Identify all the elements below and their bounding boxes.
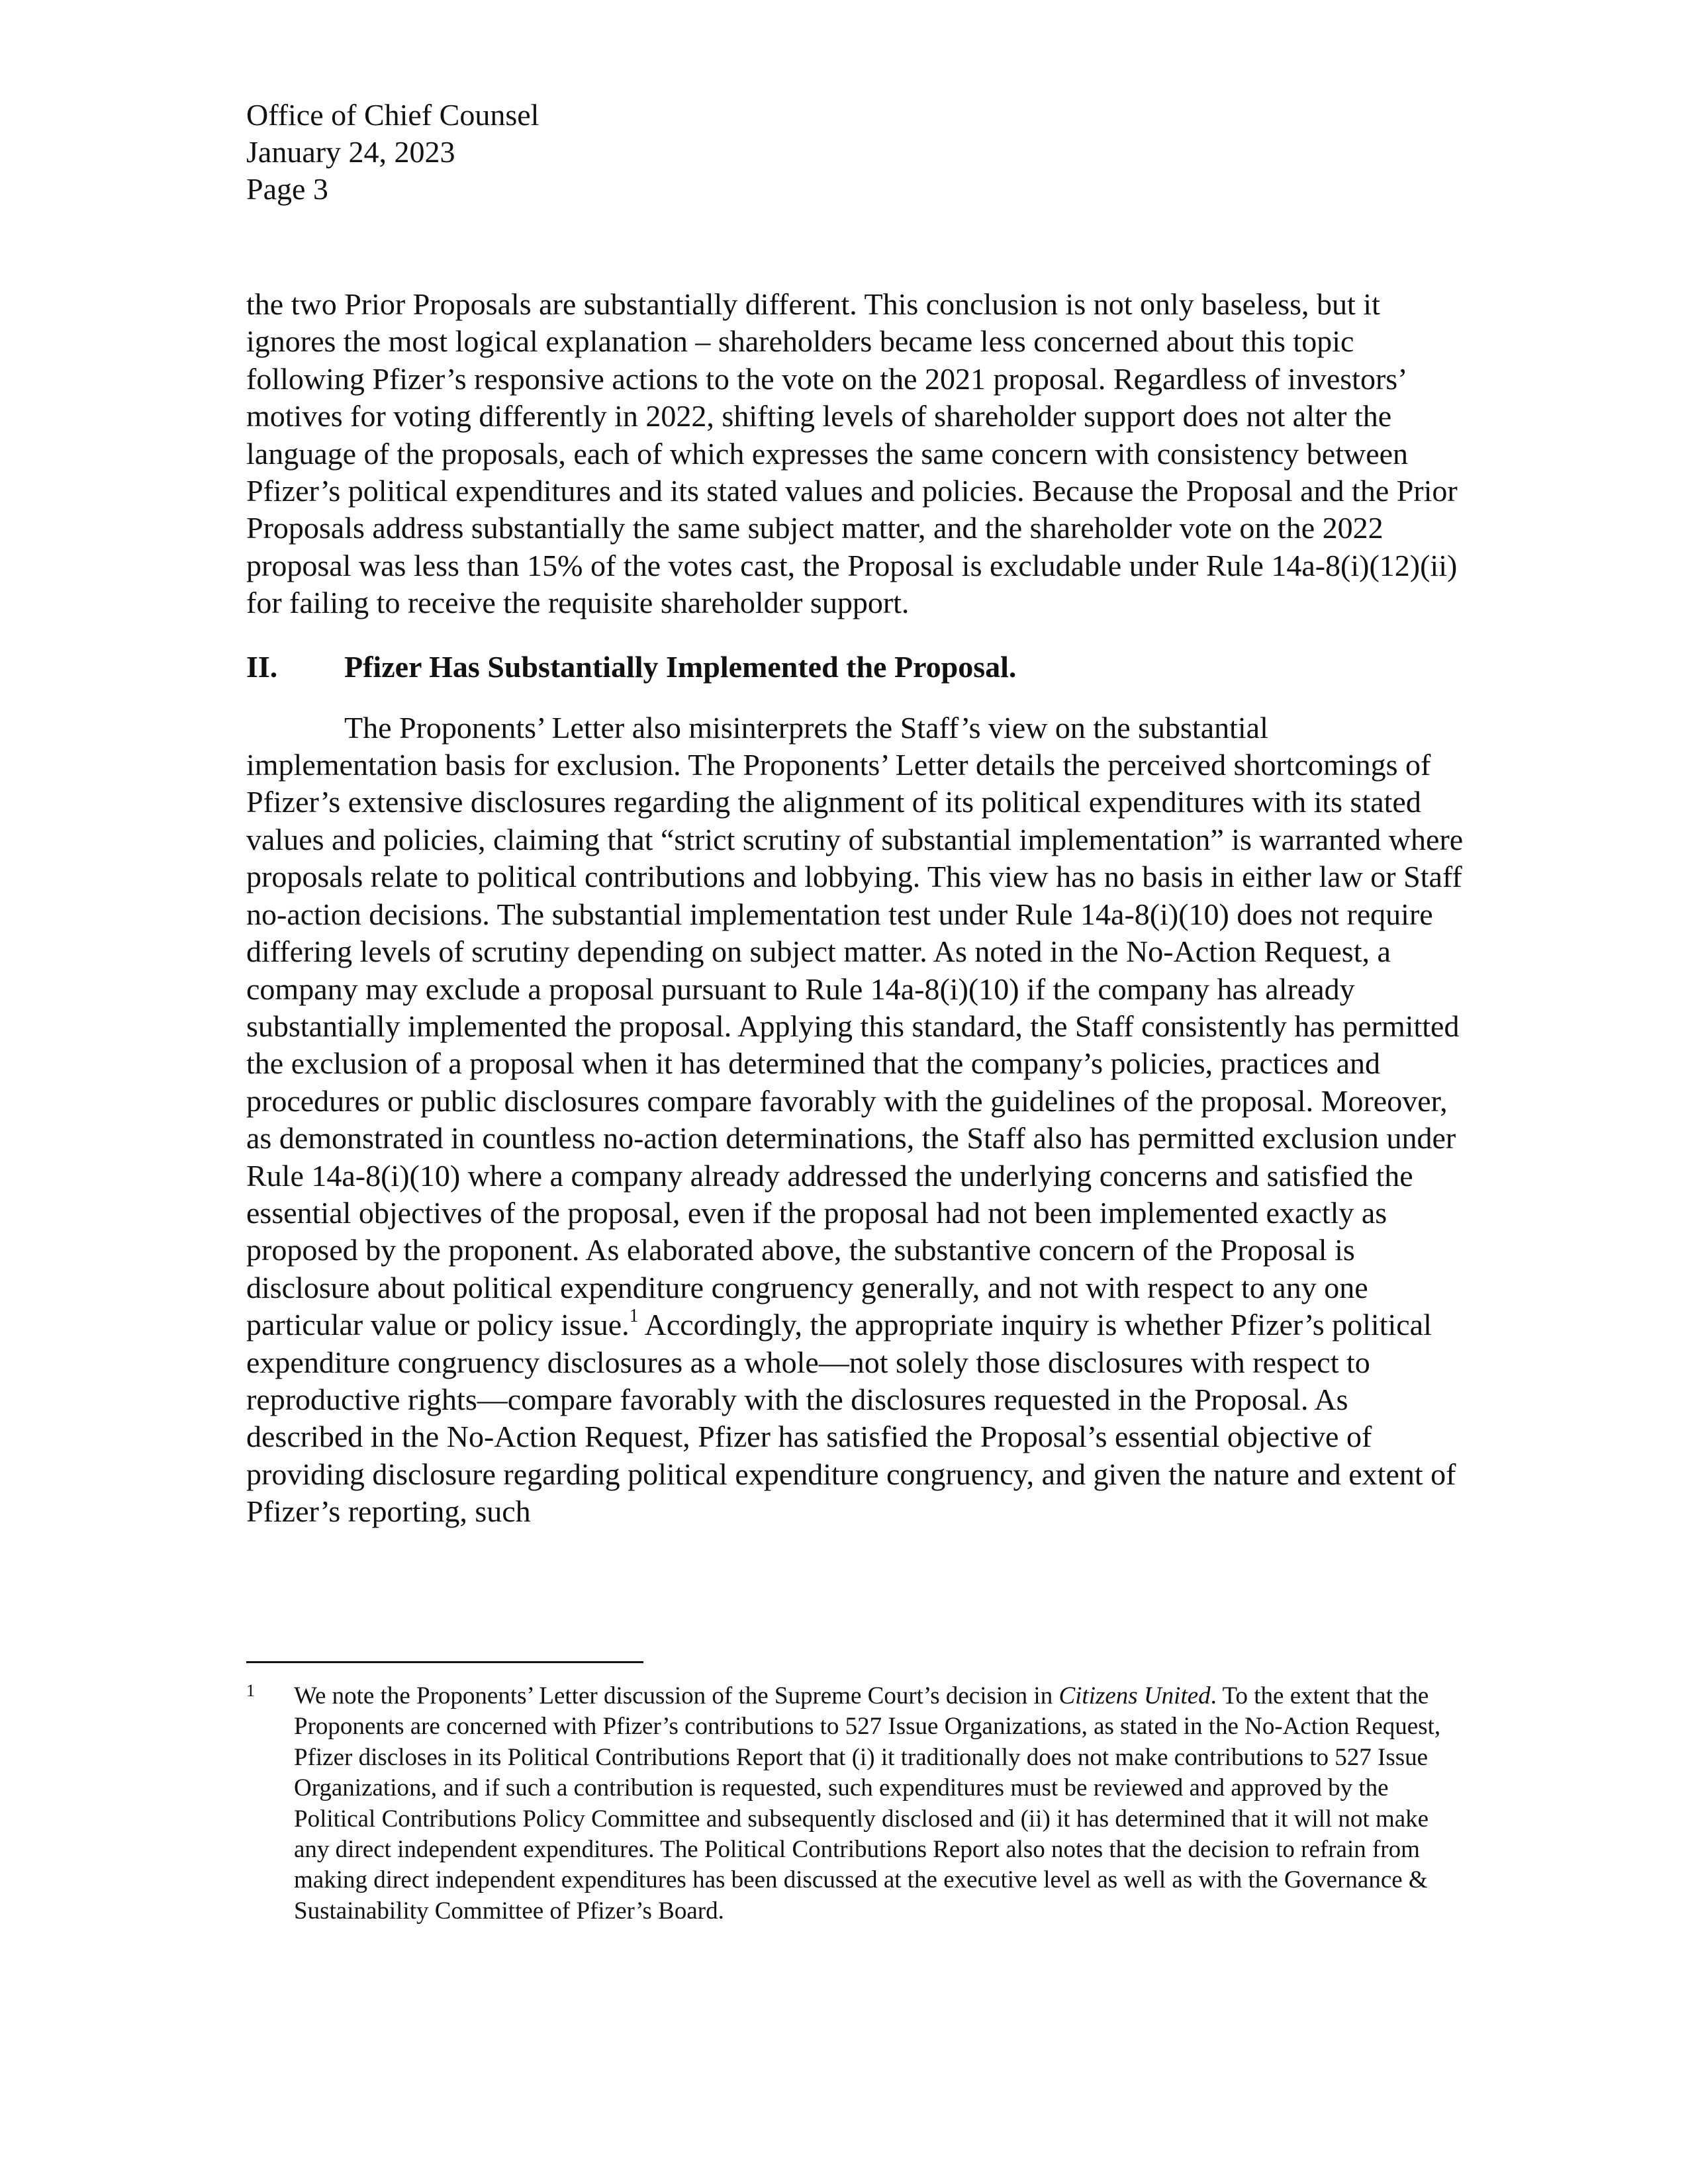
header-date: January 24, 2023	[246, 135, 455, 169]
footnote-separator	[246, 1661, 643, 1663]
body-paragraph-2	[246, 709, 1464, 1531]
footnote-reference: 1	[629, 1305, 639, 1326]
body-paragraph-1: the two Prior Proposals are substantially different. This conclusion is not only baseless, but it ignores the most logical explanation – shareholders became less concerned about this topic following Pfizer’s responsive actions to the vote on the 2021 proposal. Regardless of investors’ motives for voting differently in 2022, shifting levels of shareholder support does not alter the language of the proposals, each of which expresses the same concern with consistency between Pfizer’s political expenditures and its stated values and policies. Because the Proposal and the Prior Proposals address substantially the same subject matter, and the shareholder vote on the 2022 proposal was less than 15% of the votes cast, the Proposal is excludable under Rule 14a-8(i)(12)(ii) for failing to receive the requisite shareholder support.	[246, 287, 1458, 620]
section-heading	[246, 649, 1464, 686]
footnote-text	[294, 1681, 1464, 1927]
letter-body	[246, 286, 1464, 1531]
paragraph-2-text-part-2: Accordingly, the appropriate inquiry is whether Pfizer’s political expenditure congruency disclosures as a whole—not solely those disclosures with respect to reproductive rights—compare favorably with the disclosures requested in the Proposal. As described in the No-Action Request, Pfizer has satisfied the Proposal’s essential objective of providing disclosure regarding political expenditure congruency, and given the nature and extent of Pfizer’s reporting, such	[246, 1308, 1456, 1529]
footnote-number: 1	[246, 1681, 255, 1700]
footnote-case-name: Citizens United	[1058, 1682, 1211, 1709]
footnote	[246, 1681, 1464, 1927]
footnote-text-part-1: We note the Proponents’ Letter discussion of the Supreme Court’s decision in	[294, 1682, 1059, 1709]
paragraph-2-text-part-1: The Proponents’ Letter also misinterprets the Staff’s view on the substantial implementation basis for exclusion. The Proponents’ Letter details the perceived shortcomings of Pfizer’s extensive disclosures regarding the alignment of its political expenditures with its stated values and policies, claiming that “strict scrutiny of substantial implementation” is warranted where proposals relate to political contributions and lobbying. This view has no basis in either law or Staff no-action decisions. The substantial implementation test under Rule 14a-8(i)(10) does not require differing levels of scrutiny depending on subject matter. As noted in the No-Action Request, a company may exclude a proposal pursuant to Rule 14a-8(i)(10) if the company has already substantially implemented the proposal. Applying this standard, the Staff consistently has permitted the exclusion of a proposal when it has determined that the company’s policies, practices and procedures or public disclosures compare favorably with the guidelines of the proposal. Moreover, as demonstrated in countless no-action determinations, the Staff also has permitted exclusion under Rule 14a-8(i)(10) where a company already addressed the underlying concerns and satisfied the essential objectives of the proposal, even if the proposal had not been implemented exactly as proposed by the proponent. As elaborated above, the substantive concern of the Proposal is disclosure about political expenditure congruency generally, and not with respect to any one particular value or policy issue.	[246, 710, 1464, 1342]
header-recipient: Office of Chief Counsel	[246, 98, 539, 132]
letter-header	[246, 97, 1239, 208]
footnote-text-part-2: . To the extent that the Proponents are concerned with Pfizer’s contributions to 527 Issue Organizations, as stated in the No-Action Request, Pfizer discloses in its Political Contributions Report that (i) it traditionally does not make contributions to 527 Issue Organizations, and if such a contribution is requested, such expenditures must be reviewed and approved by the Political Contributions Policy Committee and subsequently disclosed and (ii) it has determined that it will not make any direct independent expenditures. The Political Contributions Report also notes that the decision to refrain from making direct independent expenditures has been discussed at the executive level as well as with the Governance & Sustainability Committee of Pfizer’s Board.	[294, 1682, 1441, 1925]
section-title: Pfizer Has Substantially Implemented the Proposal.	[344, 649, 1017, 684]
section-number: II.	[246, 649, 278, 684]
header-page-number: Page 3	[246, 172, 328, 206]
